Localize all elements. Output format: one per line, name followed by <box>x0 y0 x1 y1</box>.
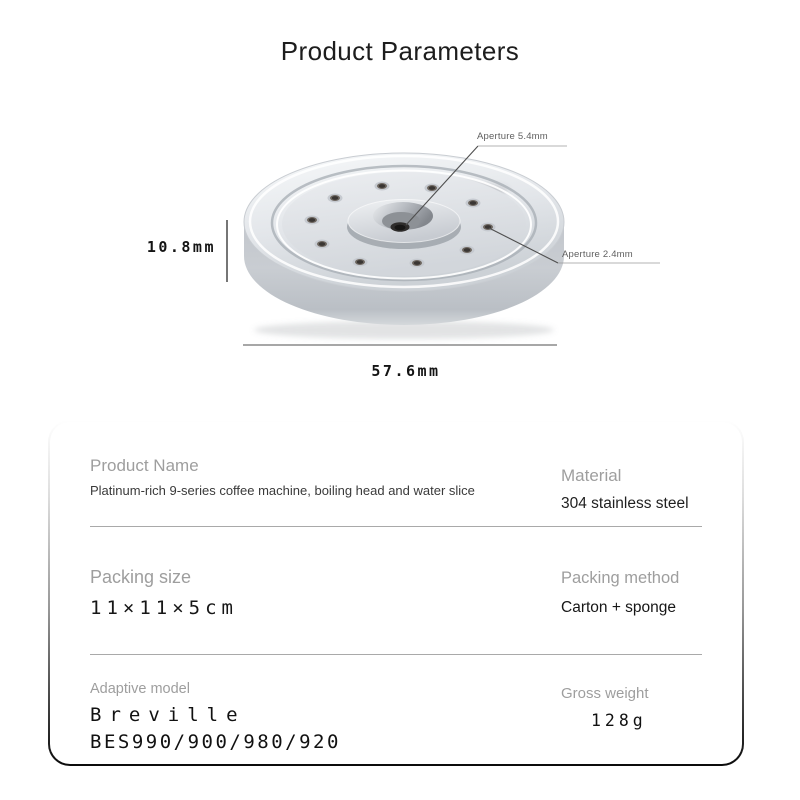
center-boss <box>347 200 461 250</box>
height-dimension-label: 10.8mm <box>146 238 216 256</box>
product-figure <box>0 90 800 400</box>
adaptive-model-value-models: BES990/900/980/920 <box>90 731 341 753</box>
packing-method-cell <box>561 527 702 654</box>
spec-row-packing <box>90 527 702 655</box>
packing-method-label: Packing method <box>561 569 680 587</box>
packing-method-value: Carton + sponge <box>561 599 677 616</box>
material-value: 304 stainless steel <box>561 495 689 512</box>
product-name-label: Product Name <box>90 456 199 475</box>
packing-size-label: Packing size <box>90 567 192 587</box>
adaptive-model-label: Adaptive model <box>90 681 190 697</box>
spec-card-inner <box>50 422 742 764</box>
product-name-cell <box>90 422 561 526</box>
spec-row-product <box>90 422 702 527</box>
material-cell <box>561 422 702 526</box>
spec-card <box>48 420 744 766</box>
gross-weight-cell <box>561 655 702 764</box>
spec-row-model-weight <box>90 655 702 764</box>
product-name-value: Platinum-rich 9-series coffee machine, boiling head and water slice <box>90 483 475 498</box>
packing-size-value: 11×11×5cm <box>90 597 238 619</box>
page-title: Product Parameters <box>280 36 520 66</box>
diameter-dimension-label: 57.6mm <box>371 362 441 380</box>
material-label: Material <box>561 466 622 485</box>
packing-size-cell <box>90 527 561 654</box>
aperture-5-4-label: Aperture 5.4mm <box>477 131 548 142</box>
aperture-2-4-label: Aperture 2.4mm <box>562 249 633 260</box>
adaptive-model-value-brand: Breville <box>90 704 246 726</box>
gross-weight-value: 128g <box>591 711 647 730</box>
adaptive-model-cell <box>90 655 561 764</box>
gross-weight-label: Gross weight <box>561 685 649 702</box>
shower-screen-disc-illustration <box>0 90 800 400</box>
